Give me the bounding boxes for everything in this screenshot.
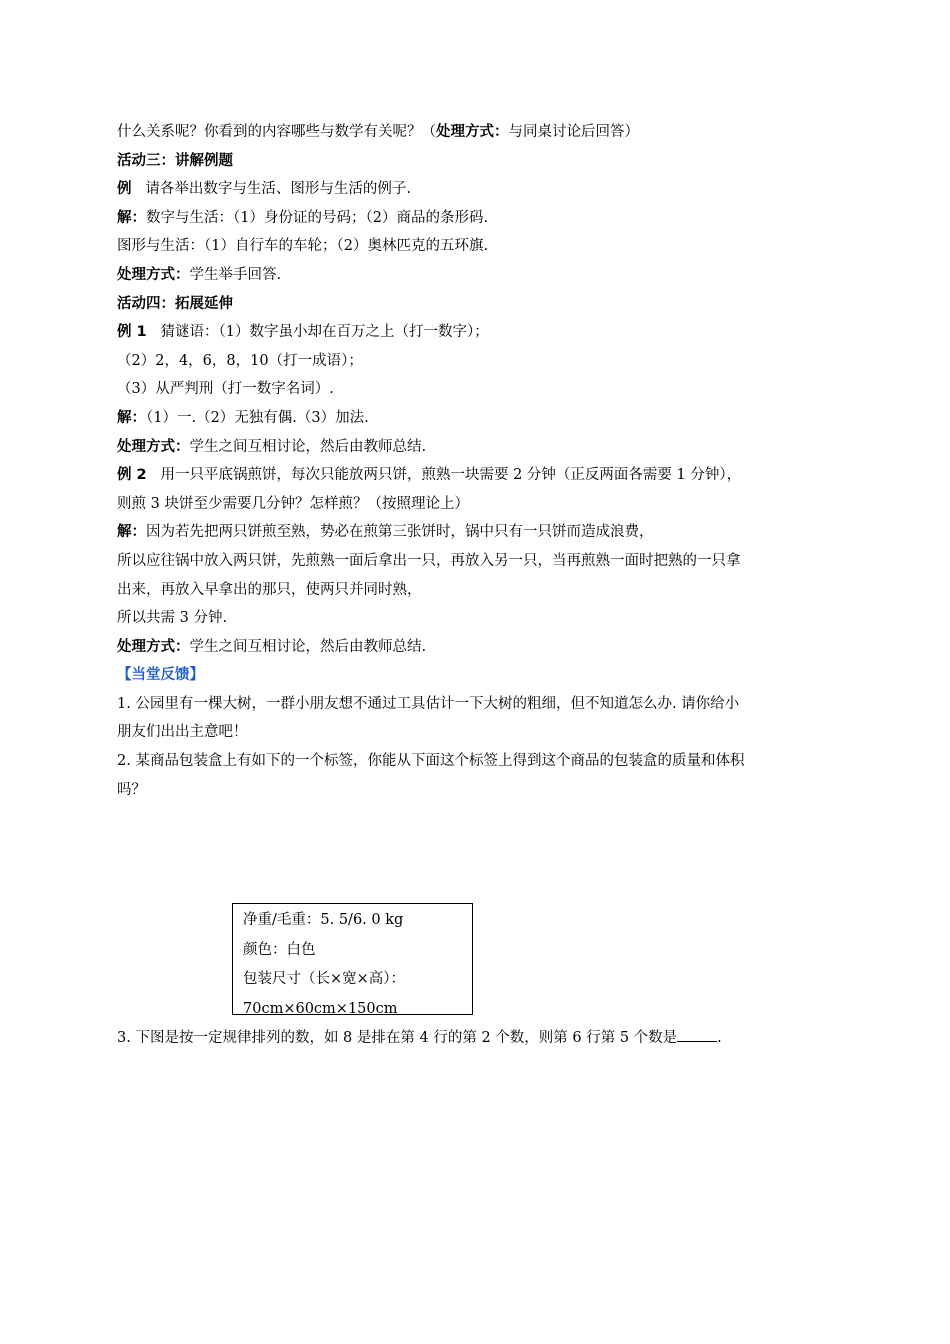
solution-text: 数字与生活：（1）身份证的号码；（2）商品的条形码. [146,209,489,226]
solution-text: （1）一.（2）无独有偶.（3）加法. [146,409,369,426]
example1 [117,318,842,347]
method-label: 处理方式： [117,638,190,655]
example1-line2: （2）2，4，6，8，10（打一成语）； [117,352,363,369]
example2 [117,461,842,490]
solution-label: 解： [117,209,146,226]
example2-label: 例 2 [117,467,147,484]
activity3-solution [117,204,842,233]
label-size-value: 70cm×60cm×150cm [243,1000,398,1015]
example1-label: 例 1 [117,324,147,341]
example2-solution [117,518,842,547]
method-text: 学生之间互相讨论，然后由教师总结. [189,638,427,655]
example-text: 请各举出数字与生活、图形与生活的例子. [145,181,411,198]
activity4-heading: 活动四：拓展延伸 [117,295,233,312]
solution-text: 因为若先把两只饼煎至熟，势必在煎第三张饼时，锅中只有一只饼而造成浪费， [146,524,654,541]
label-weight: 净重/毛重：5. 5/6. 0 kg [243,912,404,928]
example2-solution-line4: 所以共需 3 分钟. [117,610,228,627]
example2-text: 用一只平底锅煎饼，每次只能放两只饼，煎熟一块需要 2 分钟（正反两面各需要 1 分钟）， [160,467,742,484]
example1-text: 猜谜语：（1）数字虽小却在百万之上（打一数字）； [160,324,489,341]
question2-line2: 吗？ [117,781,146,798]
intro-text: 什么关系呢？你看到的内容哪些与数学有关呢？（ [117,124,436,140]
solution-label: 解： [117,524,146,541]
question1-line2: 朋友们出出主意吧！ [117,724,248,741]
question2-line1: 2. 某商品包装盒上有如下的一个标签，你能从下面这个标签上得到这个商品的包装盒的质量和体积 [117,753,745,770]
solution-label: 解： [117,409,146,426]
example2-solution-line3: 出来，再放入早拿出的那只，使两只并同时熟， [117,581,422,598]
example2-solution-line2: 所以应往锅中放入两只饼，先煎熟一面后拿出一只，再放入另一只，当再煎熟一面时把熟的一只拿 [117,552,741,569]
question1-line1: 1. 公园里有一棵大树，一群小朋友想不通过工具估计一下大树的粗细，但不知道怎么办. 请你给小 [117,695,740,712]
question3 [117,1024,722,1052]
method-text: 学生举手回答. [189,266,282,283]
question3-end: . [717,1030,722,1046]
method-text: 学生之间互相讨论，然后由教师总结. [189,438,427,455]
method-label: 处理方式： [117,438,190,455]
example1-line3: （3）从严判刑（打一数字名词）. [117,381,334,398]
example2-line2: 则煎 3 块饼至少需要几分钟？怎样煎？（按照理论上） [117,495,469,512]
question3-text: 3. 下图是按一定规律排列的数，如 8 是排在第 4 行的第 2 个数，则第 6 行第 5 个数是 [117,1030,678,1046]
activity3-solution-line2: 图形与生活：（1）自行车的车轮；（2）奥林匹克的五环旗. [117,238,489,255]
method-label: 处理方式： [436,124,509,140]
method-text: 与同桌讨论后回答） [508,124,639,140]
activity3-heading: 活动三：讲解例题 [117,152,233,169]
example2-method [117,633,842,662]
document-body [117,118,842,804]
feedback-heading: 【当堂反馈】 [117,667,204,684]
product-label-box [232,903,473,1015]
activity3-example [117,175,842,204]
activity3-method [117,261,842,290]
answer-blank [677,1027,717,1042]
example1-method [117,433,842,462]
example-label: 例 [117,181,132,198]
method-label: 处理方式： [117,266,190,283]
example1-solution [117,404,842,433]
label-color: 颜色：白色 [243,941,316,958]
label-size: 包装尺寸（长×宽×高）： [243,971,406,987]
intro-line [117,118,842,147]
